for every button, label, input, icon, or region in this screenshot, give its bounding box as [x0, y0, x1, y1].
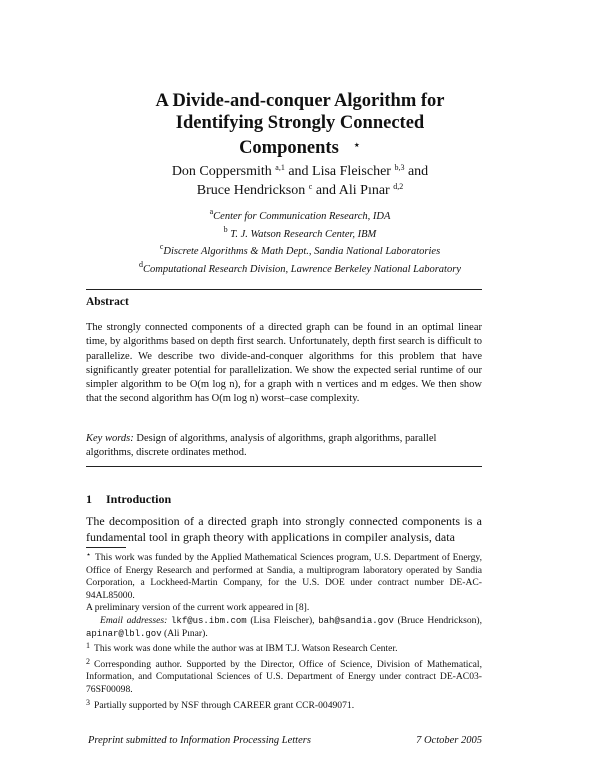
- keywords-text: Design of algorithms, analysis of algorithms, graph algorithms, parallel algorithms, discrete ordinates method.: [86, 433, 437, 459]
- footnote-3-mark: 3: [86, 697, 90, 707]
- abstract-bottom-rule: [86, 466, 482, 467]
- footnote-1: [86, 640, 482, 656]
- affiliation-text: T. J. Watson Research Center, IBM: [230, 228, 377, 240]
- affiliation-list: [60, 208, 540, 278]
- affiliation-mark: d: [139, 259, 143, 269]
- footnote-2-mark: 2: [86, 656, 90, 666]
- affiliation-mark: c: [159, 242, 164, 251]
- title-star-mark: ⋆: [352, 137, 361, 152]
- keywords-label: Key words:: [86, 433, 134, 444]
- author-list: [80, 162, 520, 200]
- section-heading: [86, 492, 171, 507]
- footnote-2: [86, 656, 482, 697]
- affiliation-item: [60, 208, 540, 226]
- affiliation-item: [60, 226, 540, 244]
- author-line-2: [80, 181, 520, 200]
- introduction-text: The decomposition of a directed graph into strongly connected components is a fundamental tool in graph theory with applications in compiler analysis, data: [86, 514, 482, 544]
- author-hendrickson-affil: c: [308, 182, 313, 191]
- author-and: and: [315, 183, 337, 198]
- author-fleischer-affil: b,3: [394, 163, 405, 172]
- title-line-2: Identifying Strongly Connected: [175, 113, 425, 133]
- title-line-3: [80, 134, 520, 159]
- author-hendrickson: Bruce Hendrickson: [196, 183, 306, 198]
- email-fleischer-owner: (Lisa Fleischer),: [246, 614, 319, 626]
- footnote-3-text: Partially supported by NSF through CAREER grant CCR-0049071.: [94, 699, 355, 711]
- footnotes: [86, 549, 482, 712]
- author-line-1: [80, 162, 520, 181]
- footnote-rule: [86, 547, 126, 548]
- author-pinar-affil: d,2: [393, 182, 404, 191]
- section-number: 1: [86, 492, 92, 506]
- footnote-2-text: Corresponding author. Supported by the Director, Office of Science, Division of Mathematical, Information, and Computational Sciences of U.S. Department of Energy under contract DE-AC03-76SF00098.: [86, 658, 482, 695]
- author-pinar: Ali Pınar: [338, 183, 390, 198]
- affiliation-item: [60, 261, 540, 279]
- author-coppersmith-affil: a,1: [275, 163, 285, 172]
- footnote-emails: [86, 615, 482, 640]
- email-hendrickson[interactable]: bah@sandia.gov: [318, 615, 394, 626]
- author-fleischer: Lisa Fleischer: [312, 164, 391, 179]
- footer-date: 7 October 2005: [416, 735, 482, 746]
- affiliation-text: Discrete Algorithms & Math Dept., Sandia National Laboratories: [163, 246, 441, 257]
- email-hendrickson-owner: (Bruce Hendrickson),: [393, 614, 483, 626]
- footnote-1-mark: 1: [86, 641, 90, 651]
- affiliation-item: [60, 243, 540, 261]
- section-title: Introduction: [106, 492, 172, 506]
- page-footer: [88, 735, 482, 746]
- affiliation-mark: a: [209, 207, 214, 216]
- footnote-1-text: This work was done while the author was at IBM T.J. Watson Research Center.: [94, 643, 398, 655]
- footnote-prelim: A preliminary version of the current work appeared in [8].: [86, 602, 310, 614]
- footnote-3: [86, 697, 482, 713]
- affiliation-text: Center for Communication Research, IDA: [213, 211, 391, 222]
- footnote-funding: [86, 549, 482, 602]
- abstract-top-rule: [86, 289, 482, 290]
- email-fleischer[interactable]: lkf@us.ibm.com: [171, 615, 247, 626]
- abstract-heading: Abstract: [86, 296, 129, 308]
- author-and: and: [288, 164, 309, 179]
- footnote-funding-text: This work was funded by the Applied Mathematical Sciences program, U.S. Department of Energy, Office of Energy Research and performed at Sandia, a multiprogram laboratory operated by Sandia Corporation, a Lockheed-Martin Company, for the U.S. DOE under contract number DE-AC-94AL85000.: [86, 552, 482, 601]
- author-coppersmith: Don Coppersmith: [171, 164, 272, 179]
- title-line-3-text: Components: [239, 138, 339, 158]
- keywords: [86, 432, 482, 461]
- affiliation-mark: b: [223, 224, 228, 234]
- title-line-1: A Divide-and-conquer Algorithm for: [155, 91, 445, 111]
- email-label: Email addresses:: [100, 614, 168, 626]
- email-pinar[interactable]: apinar@lbl.gov: [86, 628, 162, 639]
- footnote-star-mark: ⋆: [86, 550, 92, 559]
- footer-preprint-note: Preprint submitted to Information Processing Letters: [88, 735, 311, 746]
- email-pinar-owner: (Ali Pınar).: [161, 627, 208, 639]
- paper-title: [80, 90, 520, 159]
- abstract-text: The strongly connected components of a directed graph can be found in an optimal linear time, by algorithms based on depth first search. Unfortunately, depth first search is difficult to parallelize. We describe two divide-and-conquer algorithms for this problem that have significantly greater potential for parallelization. We show the expected serial runtime of our simpler algorithm to be O(m log n), for a graph with n vertices and m edges. We then show that the second algorithm has O(m log n) worst–case complexity.: [86, 322, 482, 405]
- affiliation-text: Computational Research Division, Lawrence Berkeley National Laboratory: [143, 263, 461, 275]
- author-and: and: [407, 164, 429, 179]
